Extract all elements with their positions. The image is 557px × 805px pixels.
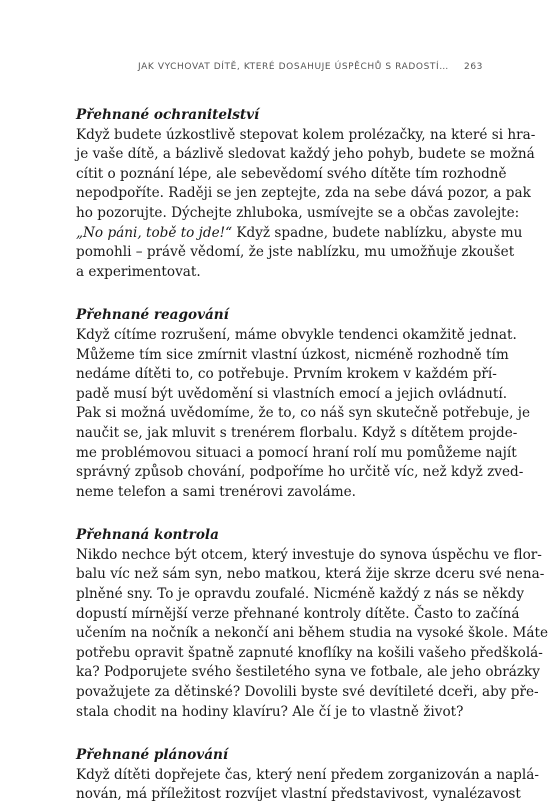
paragraph-line: dopustí mírnější verze přehnané kontroly dítěte. Často to začíná xyxy=(76,605,520,622)
paragraph-line: stala chodit na hodiny klavíru? Ale čí je to vlastně život? xyxy=(76,703,464,720)
section-overscheduling xyxy=(76,746,539,805)
quoted-exclamation: „No páni, tobě to jde!“ xyxy=(76,224,233,241)
paragraph-line: učením na nočník a nekončí ani během studia na vysoké škole. Máte xyxy=(76,625,549,642)
paragraph-line: Pak si možná uvědomíme, že to, co náš syn skutečně potřebuje, je xyxy=(76,405,530,422)
section-heading: Přehnané plánování xyxy=(76,747,229,764)
page-number: 263 xyxy=(464,62,483,72)
paragraph-line: me problémovou situaci a pomocí hraní rolí mu pomůžeme najít xyxy=(76,444,517,461)
paragraph-line: nepodpoříte. Raději se jen zeptejte, zda na sebe dává pozor, a pak xyxy=(76,185,531,202)
section-overcontrol xyxy=(76,526,549,722)
paragraph-line: Když budete úzkostlivě stepovat kolem prolézačky, na které si hra- xyxy=(76,126,536,143)
section-heading: Přehnané reagování xyxy=(76,307,229,324)
paragraph-line: Když cítíme rozrušení, máme obvykle tendenci okamžitě jednat. xyxy=(76,326,517,343)
paragraph-line: pomohli – právě vědomí, že jste nablízku, mu umožňuje zkoušet xyxy=(76,244,515,261)
paragraph-line: je vaše dítě, a bázlivě sledovat každý jeho pohyb, budete se možná xyxy=(76,146,535,163)
running-header xyxy=(0,62,557,78)
paragraph-line: ka? Podporujete svého šestiletého syna ve fotbale, ale jeho obrázky xyxy=(76,664,540,681)
paragraph-line: plněné sny. To je opravdu zoufalé. Nicméně každý z nás se někdy xyxy=(76,586,525,603)
paragraph-line xyxy=(76,224,523,244)
paragraph-line: správný způsob chování, podpoříme ho určitě víc, než když zved- xyxy=(76,464,524,481)
section-overreacting xyxy=(76,306,530,502)
paragraph-line: Nikdo nechce být otcem, který investuje do synova úspěchu ve flor- xyxy=(76,546,542,563)
paragraph-line: nován, má příležitost rozvíjet vlastní představivost, vynalézavost xyxy=(76,786,521,803)
section-heading: Přehnané ochranitelství xyxy=(76,107,260,123)
line-continuation: Když spadne, budete nablízku, abyste mu xyxy=(232,224,523,241)
page-body xyxy=(76,106,549,805)
paragraph-line: a experimentovat. xyxy=(76,263,201,280)
paragraph-line: Když dítěti dopřejete čas, který není předem zorganizován a naplá- xyxy=(76,766,539,783)
paragraph-line: nedáme dítěti to, co potřebuje. Prvním krokem v každém pří- xyxy=(76,366,497,383)
section-heading: Přehnaná kontrola xyxy=(76,527,219,544)
paragraph-line: neme telefon a sami trenérovi zavoláme. xyxy=(76,483,356,500)
running-title: JAK VYCHOVAT DÍTĚ, KTERÉ DOSAHUJE ÚSPĚCHŮ S RADOSTÍ… xyxy=(138,62,449,72)
paragraph-line: balu víc než sám syn, nebo matkou, která žije skrze dceru své nena- xyxy=(76,566,545,583)
paragraph-line: ho pozorujte. Dýchejte zhluboka, usmívejte se a občas zavolejte: xyxy=(76,204,520,221)
paragraph-line: naučit se, jak mluvit s trenérem florbalu. Když s dítětem projde- xyxy=(76,424,518,441)
section-overprotection xyxy=(76,106,536,282)
paragraph-line: Můžeme tím sice zmírnit vlastní úzkost, nicméně rozhodně tím xyxy=(76,346,509,363)
paragraph-line: padě musí být uvědomění si vlastních emocí a jejich ovládnutí. xyxy=(76,385,508,402)
paragraph-line: považujete za dětinské? Dovolili byste své devítileté dceři, aby pře- xyxy=(76,684,539,701)
paragraph-line: cítit o poznání lépe, ale sebevědomí svého dítěte tím rozhodně xyxy=(76,165,507,182)
paragraph-line: potřebu opravit špatně zapnuté knoflíky na košili vašeho předškolá- xyxy=(76,644,543,661)
